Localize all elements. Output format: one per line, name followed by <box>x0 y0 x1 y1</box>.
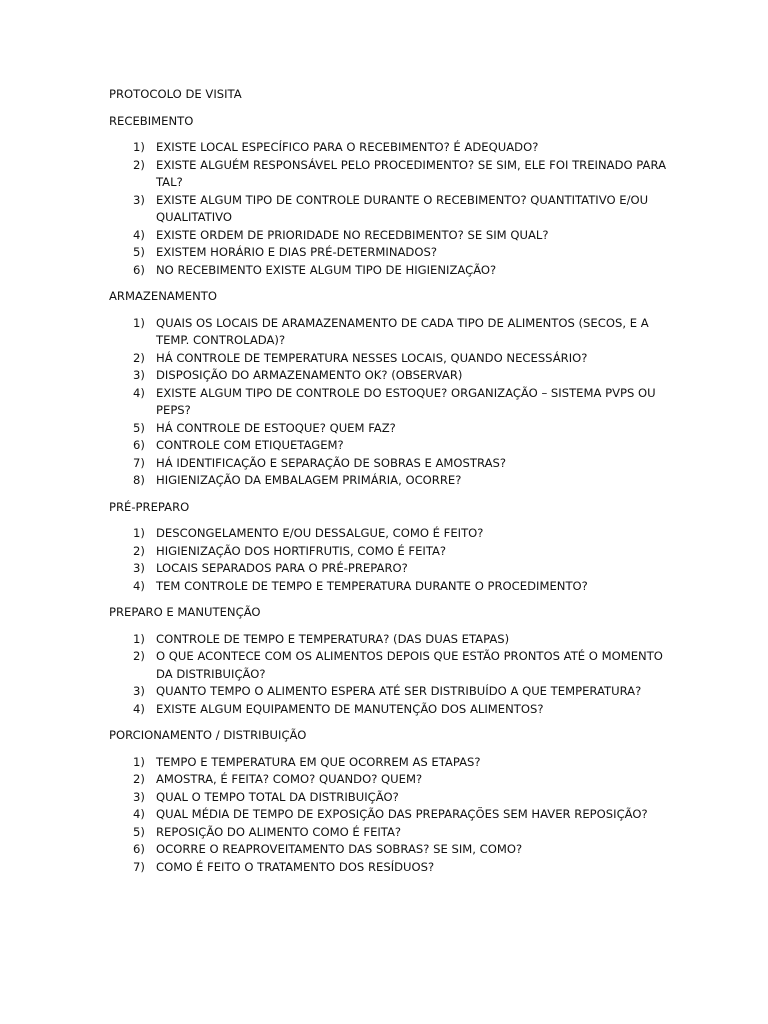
question-text: QUAL MÉDIA DE TEMPO DE EXPOSIÇÃO DAS PREPARAÇÕES SEM HAVER REPOSIÇÃO? <box>156 807 648 821</box>
question-item <box>109 227 669 245</box>
question-item <box>109 525 669 543</box>
question-item <box>109 683 669 701</box>
question-text: EXISTE LOCAL ESPECÍFICO PARA O RECEBIMENTO? É ADEQUADO? <box>156 140 539 154</box>
section-heading: RECEBIMENTO <box>109 113 194 128</box>
question-text: QUANTO TEMPO O ALIMENTO ESPERA ATÉ SER DISTRIBUÍDO A QUE TEMPERATURA? <box>156 684 642 698</box>
question-number: 1) <box>133 526 145 540</box>
question-number: 6) <box>133 842 145 856</box>
question-text: AMOSTRA, É FEITA? COMO? QUANDO? QUEM? <box>156 772 423 786</box>
question-item <box>109 157 669 192</box>
question-list <box>109 525 669 595</box>
question-item <box>109 771 669 789</box>
question-item <box>109 192 669 227</box>
question-number: 4) <box>133 227 145 242</box>
question-number: 7) <box>133 455 145 470</box>
question-text: QUAIS OS LOCAIS DE ARAMAZENAMENTO DE CADA TIPO DE ALIMENTOS (SECOS, E A TEMP. CONTROLADA)? <box>156 315 649 347</box>
question-number: 2) <box>133 543 145 558</box>
question-number: 5) <box>133 420 145 435</box>
question-item <box>109 754 669 772</box>
question-number: 3) <box>133 368 145 382</box>
question-item <box>109 455 669 473</box>
section-heading: PORCIONAMENTO / DISTRIBUIÇÃO <box>109 728 307 742</box>
question-item <box>109 578 669 596</box>
question-text: TEM CONTROLE DE TEMPO E TEMPERATURA DURANTE O PROCEDIMENTO? <box>156 578 588 593</box>
question-text: LOCAIS SEPARADOS PARA O PRÉ-PREPARO? <box>156 561 408 575</box>
question-number: 3) <box>133 561 145 575</box>
question-number: 8) <box>133 473 145 487</box>
question-item <box>109 824 669 842</box>
question-list <box>109 631 669 719</box>
question-number: 3) <box>133 192 145 207</box>
question-number: 6) <box>133 438 145 452</box>
question-text: EXISTE ALGUM TIPO DE CONTROLE DO ESTOQUE? ORGANIZAÇÃO – SISTEMA PVPS OU PEPS? <box>156 385 656 417</box>
question-text: COMO É FEITO O TRATAMENTO DOS RESÍDUOS? <box>156 859 435 874</box>
question-text: EXISTE ALGUM TIPO DE CONTROLE DURANTE O RECEBIMENTO? QUANTITATIVO E/OU QUALITATIVO <box>156 192 649 224</box>
question-list <box>109 315 669 490</box>
question-item <box>109 244 669 262</box>
question-item <box>109 367 669 385</box>
question-number: 4) <box>133 578 145 593</box>
question-list <box>109 139 669 279</box>
question-item <box>109 859 669 877</box>
question-text: CONTROLE DE TEMPO E TEMPERATURA? (DAS DUAS ETAPAS) <box>156 631 510 646</box>
question-number: 4) <box>133 807 145 821</box>
question-text: QUAL O TEMPO TOTAL DA DISTRIBUIÇÃO? <box>156 789 399 804</box>
question-number: 1) <box>133 140 145 154</box>
document-body <box>109 86 669 885</box>
question-text: NO RECEBIMENTO EXISTE ALGUM TIPO DE HIGIENIZAÇÃO? <box>156 262 497 277</box>
question-item <box>109 841 669 859</box>
question-text: REPOSIÇÃO DO ALIMENTO COMO É FEITA? <box>156 824 402 839</box>
question-number: 5) <box>133 824 145 839</box>
question-item <box>109 420 669 438</box>
question-number: 3) <box>133 789 145 804</box>
question-text: HÁ CONTROLE DE ESTOQUE? QUEM FAZ? <box>156 420 396 435</box>
question-text: EXISTE ALGUÉM RESPONSÁVEL PELO PROCEDIMENTO? SE SIM, ELE FOI TREINADO PARA TAL? <box>156 157 667 189</box>
question-item <box>109 262 669 280</box>
question-text: HÁ CONTROLE DE TEMPERATURA NESSES LOCAIS, QUANDO NECESSÁRIO? <box>156 350 588 365</box>
question-text: EXISTE ALGUM EQUIPAMENTO DE MANUTENÇÃO DOS ALIMENTOS? <box>156 701 544 716</box>
question-text: CONTROLE COM ETIQUETAGEM? <box>156 438 344 452</box>
question-text: HIGIENIZAÇÃO DOS HORTIFRUTIS, COMO É FEITA? <box>156 543 447 558</box>
question-text: EXISTEM HORÁRIO E DIAS PRÉ-DETERMINADOS? <box>156 245 437 259</box>
question-item <box>109 789 669 807</box>
question-item <box>109 472 669 490</box>
section-heading: PREPARO E MANUTENÇÃO <box>109 605 261 619</box>
question-item <box>109 560 669 578</box>
question-item <box>109 350 669 368</box>
question-item <box>109 437 669 455</box>
section-heading: PRÉ-PREPARO <box>109 499 190 514</box>
question-number: 4) <box>133 701 145 716</box>
question-number: 2) <box>133 772 145 786</box>
question-number: 7) <box>133 859 145 874</box>
question-number: 4) <box>133 385 145 400</box>
question-text: DISPOSIÇÃO DO ARMAZENAMENTO OK? (OBSERVAR) <box>156 368 463 382</box>
question-item <box>109 806 669 824</box>
question-item <box>109 315 669 350</box>
question-number: 1) <box>133 631 145 646</box>
question-item <box>109 543 669 561</box>
question-list <box>109 754 669 877</box>
question-number: 2) <box>133 157 145 172</box>
question-number: 2) <box>133 649 145 663</box>
question-number: 1) <box>133 315 145 330</box>
question-text: OCORRE O REAPROVEITAMENTO DAS SOBRAS? SE SIM, COMO? <box>156 842 523 856</box>
question-text: O QUE ACONTECE COM OS ALIMENTOS DEPOIS QUE ESTÃO PRONTOS ATÉ O MOMENTO DA DISTRIBUIÇÃO? <box>156 649 663 681</box>
question-number: 1) <box>133 754 145 769</box>
question-number: 5) <box>133 245 145 259</box>
question-item <box>109 701 669 719</box>
sections-container <box>109 113 669 877</box>
question-text: TEMPO E TEMPERATURA EM QUE OCORREM AS ETAPAS? <box>156 754 481 769</box>
question-text: DESCONGELAMENTO E/OU DESSALGUE, COMO É FEITO? <box>156 526 484 540</box>
question-text: EXISTE ORDEM DE PRIORIDADE NO RECEDBIMENTO? SE SIM QUAL? <box>156 227 549 242</box>
question-text: HIGIENIZAÇÃO DA EMBALAGEM PRIMÁRIA, OCORRE? <box>156 473 462 487</box>
question-item <box>109 631 669 649</box>
question-item <box>109 648 669 683</box>
section-heading: ARMAZENAMENTO <box>109 289 218 303</box>
question-number: 2) <box>133 350 145 365</box>
question-number: 3) <box>133 684 145 698</box>
document-title: PROTOCOLO DE VISITA <box>109 87 242 101</box>
question-item <box>109 385 669 420</box>
question-text: HÁ IDENTIFICAÇÃO E SEPARAÇÃO DE SOBRAS E AMOSTRAS? <box>156 455 507 470</box>
question-item <box>109 139 669 157</box>
question-number: 6) <box>133 262 145 277</box>
